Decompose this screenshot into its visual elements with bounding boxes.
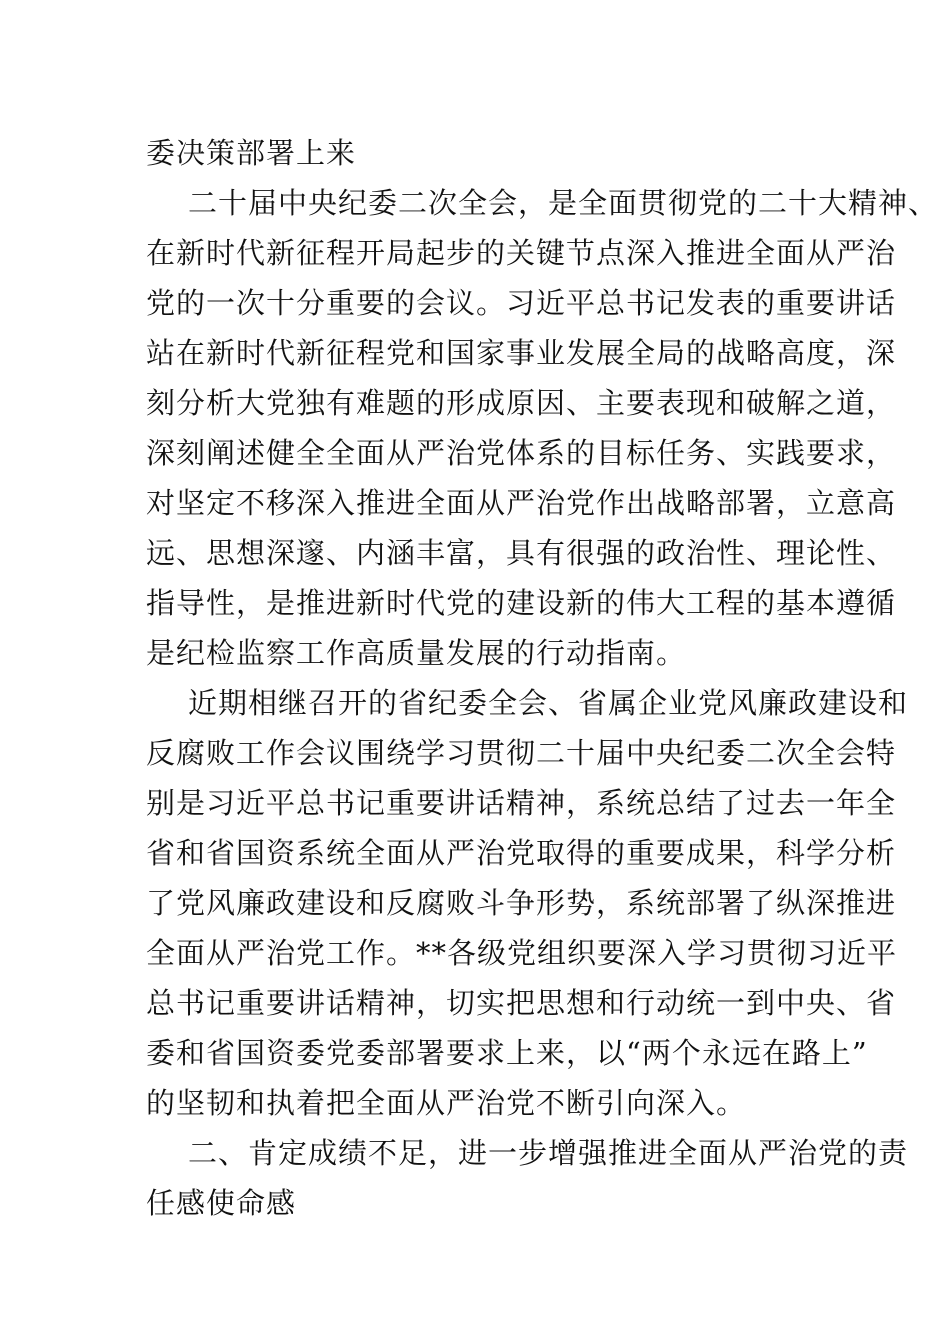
text-line: 党的一次十分重要的会议。习近平总书记发表的重要讲话 [146,286,897,320]
text-line: 刻分析大党独有难题的形成原因、主要表现和破解之道， [146,386,897,420]
text-line: 全面从严治党工作。**各级党组织要深入学习贯彻习近平 [146,936,898,970]
text-line: 在新时代新征程开局起步的关键节点深入推进全面从严治 [146,236,897,270]
text-line: 站在新时代新征程党和国家事业发展全局的战略高度，深 [146,336,897,370]
text-line: 了党风廉政建设和反腐败斗争形势，系统部署了纵深推进 [146,886,897,920]
section-heading-line: 任感使命感 [146,1186,297,1220]
text-line: 别是习近平总书记重要讲话精神，系统总结了过去一年全 [146,786,897,820]
text-line: 是纪检监察工作高质量发展的行动指南。 [146,636,687,670]
section-heading-line: 二、肯定成绩不足，进一步增强推进全面从严治党的责 [188,1136,909,1170]
paragraph-first-line: 二十届中央纪委二次全会，是全面贯彻党的二十大精神、 [188,186,939,220]
text-line: 对坚定不移深入推进全面从严治党作出战略部署，立意高 [146,486,897,520]
text-line: 委和省国资委党委部署要求上来，以“两个永远在路上” [146,1036,868,1070]
text-line: 深刻阐述健全全面从严治党体系的目标任务、实践要求， [146,436,897,470]
text-line: 的坚韧和执着把全面从严治党不断引向深入。 [146,1086,747,1120]
paragraph-first-line: 近期相继召开的省纪委全会、省属企业党风廉政建设和 [188,686,909,720]
text-line: 指导性，是推进新时代党的建设新的伟大工程的基本遵循 [146,586,897,620]
text-line: 远、思想深邃、内涵丰富，具有很强的政治性、理论性、 [146,536,897,570]
text-line: 委决策部署上来 [146,136,357,170]
text-line: 反腐败工作会议围绕学习贯彻二十届中央纪委二次全会特 [146,736,897,770]
text-line: 省和省国资系统全面从严治党取得的重要成果，科学分析 [146,836,897,870]
text-line: 总书记重要讲话精神，切实把思想和行动统一到中央、省 [146,986,897,1020]
